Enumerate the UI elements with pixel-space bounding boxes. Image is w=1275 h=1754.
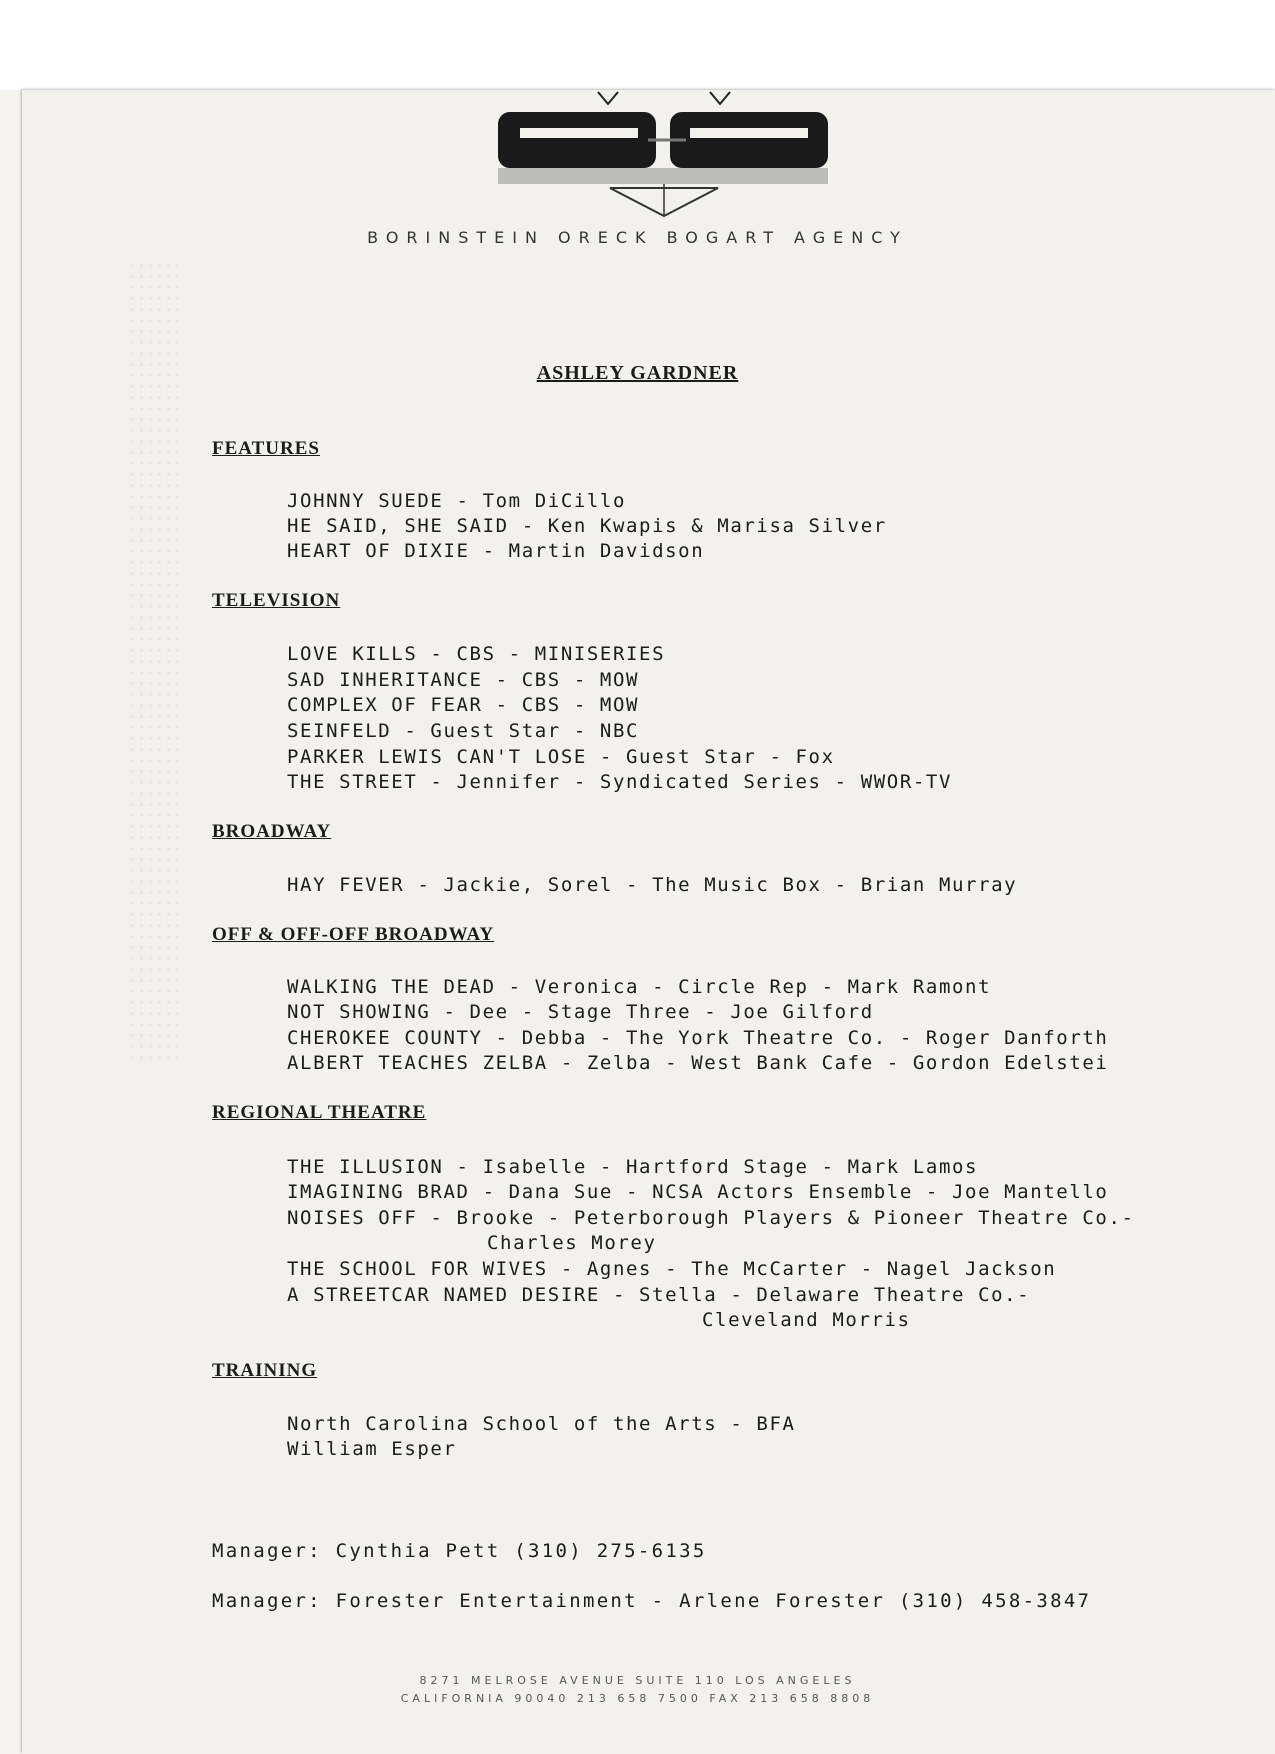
- credit-line: A STREETCAR NAMED DESIRE - Stella - Delaware Theatre Co.-: [287, 1284, 1031, 1306]
- agency-address: 8271 MELROSE AVENUE SUITE 110 LOS ANGELES: [419, 1674, 856, 1687]
- credit-line: JOHNNY SUEDE - Tom DiCillo: [287, 490, 627, 512]
- credit-line: LOVE KILLS - CBS - MINISERIES: [287, 643, 666, 665]
- credit-line: ALBERT TEACHES ZELBA - Zelba - West Bank Cafe - Gordon Edelstei: [287, 1052, 1109, 1074]
- training-line: North Carolina School of the Arts - BFA: [287, 1413, 796, 1435]
- credit-line: HAY FEVER - Jackie, Sorel - The Music Box - Brian Murray: [287, 874, 1018, 896]
- section-heading-features: FEATURES: [212, 438, 320, 459]
- scanner-background: [0, 0, 1275, 90]
- manager-contact: Manager: Cynthia Pett (310) 275-6135: [212, 1540, 707, 1562]
- credit-line: THE STREET - Jennifer - Syndicated Series - WWOR-TV: [287, 771, 952, 793]
- agency-logo-icon: [490, 88, 840, 218]
- agency-phone-fax: CALIFORNIA 90040 213 658 7500 FAX 213 658 8808: [400, 1692, 875, 1705]
- credit-line: SEINFELD - Guest Star - NBC: [287, 720, 640, 742]
- training-line: William Esper: [287, 1438, 457, 1460]
- credit-line: HE SAID, SHE SAID - Ken Kwapis & Marisa Silver: [287, 515, 887, 537]
- section-heading-regional-theatre: REGIONAL THEATRE: [212, 1102, 427, 1123]
- credit-line: THE SCHOOL FOR WIVES - Agnes - The McCarter - Nagel Jackson: [287, 1258, 1057, 1280]
- credit-line: HEART OF DIXIE - Martin Davidson: [287, 540, 705, 562]
- credit-line: WALKING THE DEAD - Veronica - Circle Rep - Mark Ramont: [287, 976, 992, 998]
- credit-line: PARKER LEWIS CAN'T LOSE - Guest Star - Fox: [287, 746, 835, 768]
- credit-line: SAD INHERITANCE - CBS - MOW: [287, 669, 640, 691]
- credit-line: COMPLEX OF FEAR - CBS - MOW: [287, 694, 640, 716]
- section-heading-off-broadway: OFF & OFF-OFF BROADWAY: [212, 924, 495, 945]
- actor-name: ASHLEY GARDNER: [536, 362, 739, 384]
- credit-line-continued: Charles Morey: [487, 1232, 657, 1254]
- credit-line: THE ILLUSION - Isabelle - Hartford Stage - Mark Lamos: [287, 1156, 979, 1178]
- section-heading-television: TELEVISION: [212, 590, 341, 611]
- credit-line: NOISES OFF - Brooke - Peterborough Players & Pioneer Theatre Co.-: [287, 1207, 1135, 1229]
- resume-page: [22, 90, 1275, 1754]
- credit-line: CHEROKEE COUNTY - Debba - The York Theatre Co. - Roger Danforth: [287, 1027, 1109, 1049]
- manager-contact: Manager: Forester Entertainment - Arlene Forester (310) 458-3847: [212, 1590, 1092, 1612]
- credit-line: IMAGINING BRAD - Dana Sue - NCSA Actors Ensemble - Joe Mantello: [287, 1181, 1109, 1203]
- section-heading-broadway: BROADWAY: [212, 821, 332, 842]
- section-heading-training: TRAINING: [212, 1360, 318, 1381]
- credit-line-continued: Cleveland Morris: [702, 1309, 911, 1331]
- credit-line: NOT SHOWING - Dee - Stage Three - Joe Gilford: [287, 1001, 874, 1023]
- agency-name: BORINSTEIN ORECK BOGART AGENCY: [367, 228, 908, 247]
